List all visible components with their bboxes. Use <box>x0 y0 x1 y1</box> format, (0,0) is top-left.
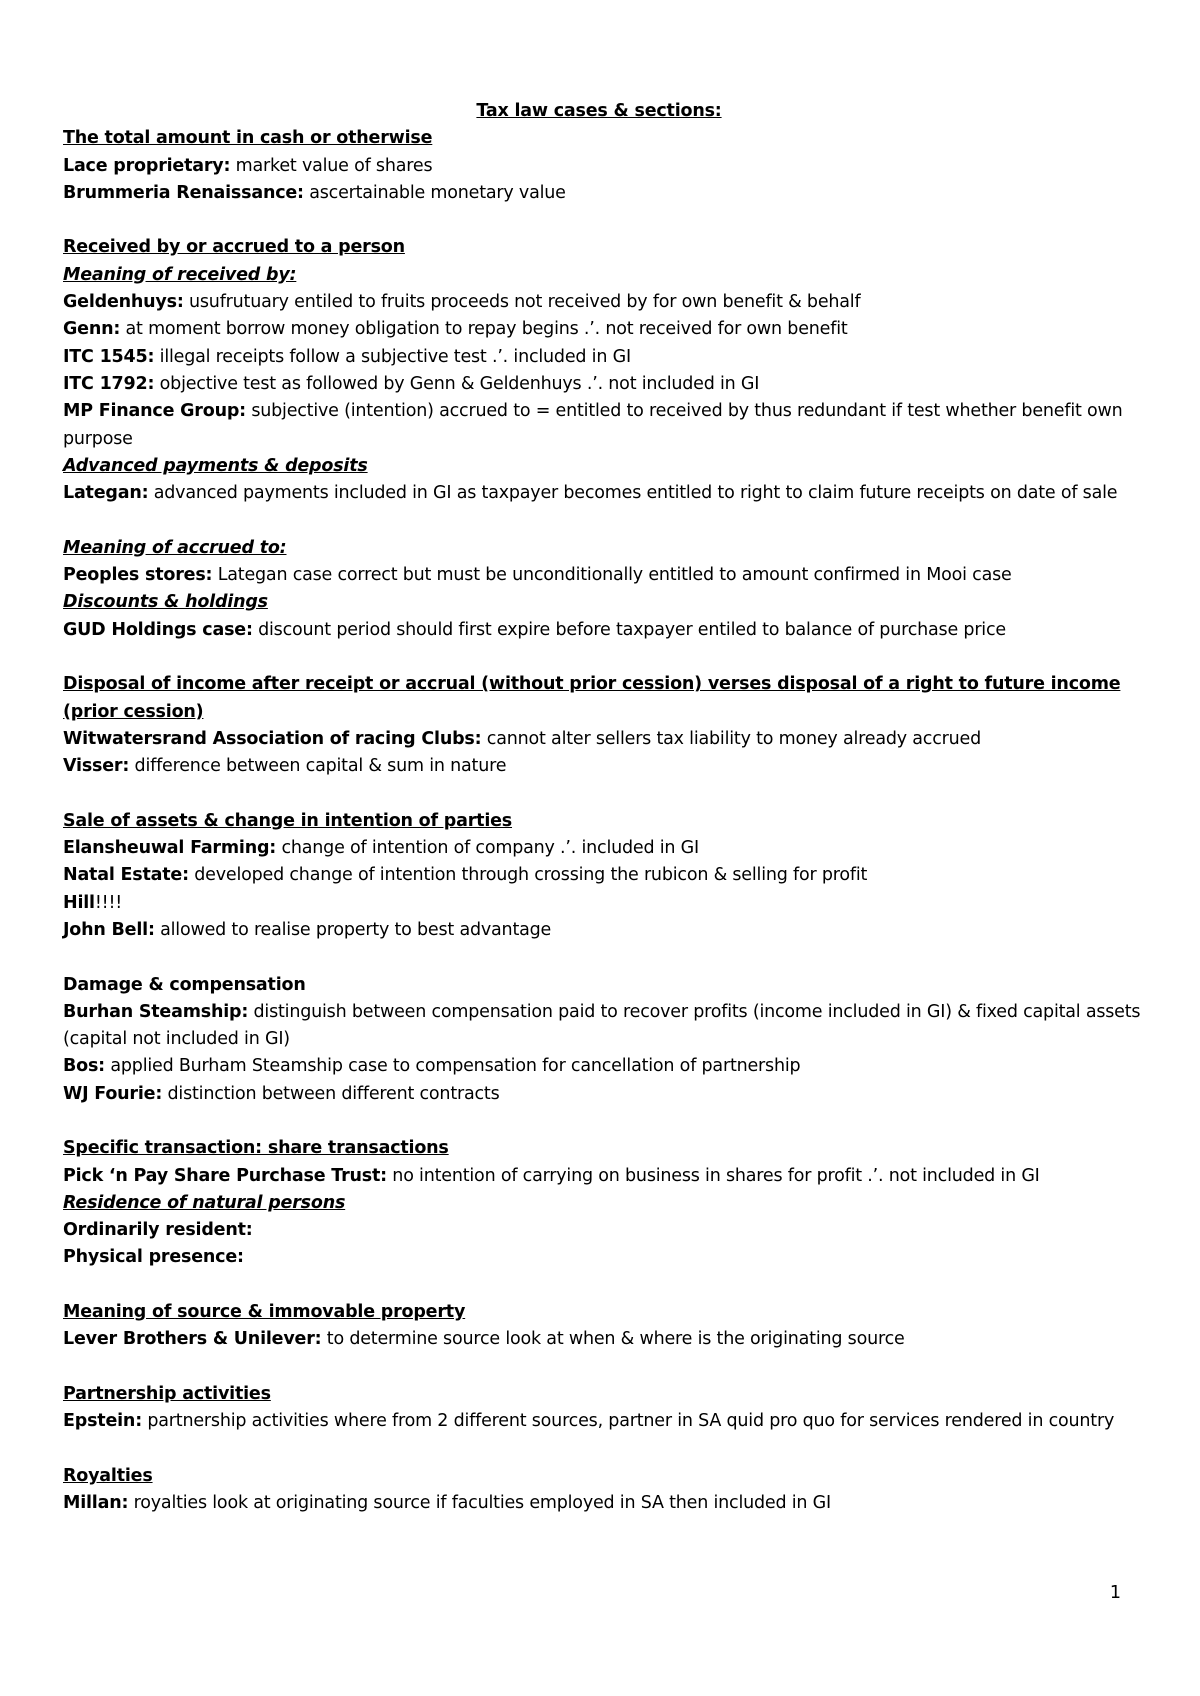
case-entry <box>63 1408 1143 1435</box>
subsection-heading <box>63 535 1143 562</box>
case-entry <box>63 153 1143 180</box>
case-name: MP Finance Group: <box>63 401 246 422</box>
case-description: royalties look at originating source if faculties employed in SA then included in GI <box>128 1493 831 1514</box>
case-description: discount period should first expire before taxpayer entiled to balance of purchase price <box>252 619 1006 640</box>
subsection-heading-text: Meaning of received by: <box>63 264 297 285</box>
section-heading <box>63 972 1143 999</box>
page-number: 1 <box>1109 1583 1121 1603</box>
case-entry <box>63 753 1143 780</box>
case-name: Lace proprietary: <box>63 155 231 176</box>
section-heading <box>63 1299 1143 1326</box>
case-name: Peoples stores: <box>63 565 213 586</box>
section-heading <box>63 1381 1143 1408</box>
case-entry <box>63 1163 1143 1190</box>
blank-line <box>63 1436 1143 1463</box>
case-name: Brummeria Renaissance: <box>63 182 304 203</box>
case-name: Hill <box>63 892 95 913</box>
case-name: Lategan: <box>63 483 149 504</box>
case-description: advanced payments included in GI as taxpayer becomes entitled to right to claim future receipts on date of sale <box>148 483 1118 504</box>
case-description: allowed to realise property to best advantage <box>154 919 552 940</box>
case-description: distinction between different contracts <box>162 1083 500 1104</box>
case-name: Geldenhuys: <box>63 292 184 313</box>
case-description: change of intention of company .’. included in GI <box>276 838 700 859</box>
case-description: distinguish between compensation paid to recover profits (income included in GI) & fixed capital assets (capital not included in GI) <box>63 1001 1141 1050</box>
section-heading-text: Meaning of source & immovable property <box>63 1302 466 1323</box>
blank-line <box>63 1108 1143 1135</box>
blank-line <box>63 644 1143 671</box>
case-entry <box>63 289 1143 316</box>
case-description: market value of shares <box>230 155 433 176</box>
section-heading-text: Specific transaction: share transactions <box>63 1138 449 1159</box>
case-name: Visser: <box>63 756 130 777</box>
case-entry <box>63 1326 1143 1353</box>
case-entry <box>63 562 1143 589</box>
section-heading-text: The total amount in cash or otherwise <box>63 128 433 149</box>
section-heading <box>63 1463 1143 1490</box>
case-description: subjective (intention) accrued to = entitled to received by thus redundant if test whether benefit own purpose <box>63 401 1123 449</box>
blank-line <box>63 507 1143 534</box>
document-body <box>63 98 1143 1517</box>
section-heading <box>63 125 1143 152</box>
case-name: WJ Fourie: <box>63 1083 163 1104</box>
case-description: developed change of intention through crossing the rubicon & selling for profit <box>188 865 868 886</box>
case-entry <box>63 480 1143 507</box>
subsection-heading-text: Residence of natural persons <box>63 1192 346 1213</box>
subsection-heading-text: Discounts & holdings <box>63 592 268 613</box>
case-entry <box>63 890 1143 917</box>
blank-line <box>63 1272 1143 1299</box>
case-entry <box>63 1081 1143 1108</box>
section-heading-text: Sale of assets & change in intention of parties <box>63 810 513 831</box>
subsection-heading <box>63 262 1143 289</box>
case-name: Genn: <box>63 319 121 340</box>
case-name: John Bell: <box>63 919 155 940</box>
case-name: Burhan Steamship: <box>63 1001 249 1022</box>
subsection-heading-text: Advanced payments & deposits <box>63 455 368 476</box>
blank-line <box>63 944 1143 971</box>
case-name: Witwatersrand Association of racing Clubs: <box>63 728 482 749</box>
case-entry <box>63 1244 1143 1271</box>
case-description: ascertainable monetary value <box>303 182 566 203</box>
case-description: applied Burham Steamship case to compensation for cancellation of partnership <box>104 1056 801 1077</box>
case-description: illegal receipts follow a subjective test .’. included in GI <box>154 346 631 367</box>
case-name: ITC 1545: <box>63 346 155 367</box>
case-entry <box>63 1490 1143 1517</box>
subsection-heading-text: Meaning of accrued to: <box>63 537 287 558</box>
section-heading <box>63 671 1143 726</box>
subsection-heading <box>63 589 1143 616</box>
case-entry <box>63 371 1143 398</box>
case-entry <box>63 835 1143 862</box>
case-description: at moment borrow money obligation to repay begins .’. not received for own benefit <box>120 319 848 340</box>
case-name: Elansheuwal Farming: <box>63 838 277 859</box>
case-name: Pick ‘n Pay Share Purchase Trust: <box>63 1165 387 1186</box>
case-description: cannot alter sellers tax liability to money already accrued <box>481 728 981 749</box>
subsection-heading <box>63 453 1143 480</box>
case-name: Millan: <box>63 1493 129 1514</box>
subsection-heading <box>63 1190 1143 1217</box>
section-heading <box>63 234 1143 261</box>
case-entry <box>63 999 1143 1054</box>
case-name: Lever Brothers & Unilever: <box>63 1329 322 1350</box>
case-entry <box>63 316 1143 343</box>
case-entry <box>63 180 1143 207</box>
case-description: usufrutuary entiled to fruits proceeds not received by for own benefit & behalf <box>183 292 861 313</box>
case-entry <box>63 344 1143 371</box>
case-name: GUD Holdings case: <box>63 619 253 640</box>
case-description: difference between capital & sum in nature <box>129 756 507 777</box>
case-entry <box>63 726 1143 753</box>
case-description: Lategan case correct but must be unconditionally entitled to amount confirmed in Mooi case <box>212 565 1012 586</box>
case-description: partnership activities where from 2 different sources, partner in SA quid pro quo for services rendered in country <box>142 1411 1115 1432</box>
case-name: Physical presence: <box>63 1247 244 1268</box>
notes-list <box>63 125 1143 1517</box>
case-name: Natal Estate: <box>63 865 189 886</box>
section-heading-text: Royalties <box>63 1465 153 1486</box>
blank-line <box>63 780 1143 807</box>
case-entry <box>63 398 1143 453</box>
case-name: Ordinarily resident: <box>63 1220 253 1241</box>
section-heading-text: Disposal of income after receipt or accrual (without prior cession) verses disposal of a right to future income (prior cession) <box>63 674 1121 722</box>
section-heading-text: Partnership activities <box>63 1383 271 1404</box>
blank-line <box>63 1354 1143 1381</box>
case-entry <box>63 862 1143 889</box>
case-entry <box>63 917 1143 944</box>
document-title: Tax law cases & sections: <box>476 101 722 121</box>
case-name: ITC 1792: <box>63 373 155 394</box>
case-entry <box>63 617 1143 644</box>
case-description: objective test as followed by Genn & Geldenhuys .’. not included in GI <box>154 373 760 394</box>
blank-line <box>63 207 1143 234</box>
case-name: Bos: <box>63 1056 105 1077</box>
case-entry <box>63 1217 1143 1244</box>
case-description: no intention of carrying on business in shares for profit .’. not included in GI <box>386 1165 1040 1186</box>
section-heading <box>63 808 1143 835</box>
case-name: Epstein: <box>63 1411 142 1432</box>
section-heading <box>63 1135 1143 1162</box>
section-heading-text: Damage & compensation <box>63 974 306 995</box>
case-entry <box>63 1053 1143 1080</box>
section-heading-text: Received by or accrued to a person <box>63 237 405 258</box>
case-description: to determine source look at when & where is the originating source <box>321 1329 905 1350</box>
case-description: !!!! <box>94 892 123 913</box>
